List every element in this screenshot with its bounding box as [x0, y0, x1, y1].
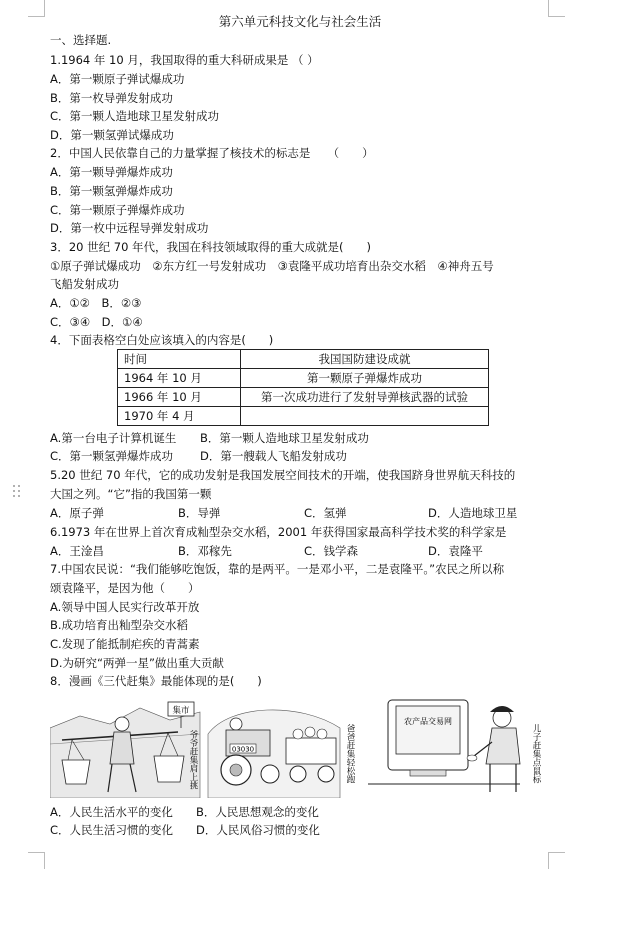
option: A.第一台电子计算机诞生: [50, 431, 177, 445]
option: C．氢弹: [304, 506, 347, 520]
option-line: A.领导中国人民实行改革开放: [50, 600, 200, 614]
comic-caption-son: 儿子赶集点鼠标: [531, 724, 541, 784]
question-line: 2．中国人民依靠自己的力量掌握了核技术的标志是 （ ）: [50, 146, 374, 160]
table-header-cell: 时间: [118, 350, 241, 369]
question-line: ①原子弹试爆成功 ②东方红一号发射成功 ③袁隆平成功培育出杂交水稻 ④神舟五号: [50, 259, 494, 273]
table-cell: 第一次成功进行了发射导弹核武器的试验: [241, 388, 489, 407]
question-line: 5.20 世纪 70 年代，它的成功发射是我国发展空间技术的开端，使我国跻身世界航天科技的: [50, 468, 516, 482]
table-cell: 第一颗原子弹爆炸成功: [241, 369, 489, 388]
question-line: 1.1964 年 10 月，我国取得的重大科研成果是 （ ）: [50, 53, 319, 67]
option: D．人造地球卫星: [428, 506, 518, 520]
question-line: 3．20 世纪 70 年代，我国在科技领域取得的重大成就是( ): [50, 240, 372, 254]
comic-panel-father: [208, 710, 340, 798]
option: C．人民生活习惯的变化: [50, 823, 174, 837]
table-cell: 1970 年 4 月: [118, 407, 241, 426]
question-line: 飞船发射成功: [50, 277, 119, 291]
table-row: [118, 369, 489, 388]
table-row: [118, 350, 489, 369]
option: D．人民风俗习惯的变化: [196, 823, 320, 837]
option-line: B．第一枚导弹发射成功: [50, 91, 173, 105]
option-line: C．③④ D．①④: [50, 315, 143, 329]
drag-handle-icon[interactable]: [12, 484, 22, 498]
comic-panel-grandfather: [50, 702, 200, 798]
comic-caption-father: 爸爸赶集轻松跑: [345, 724, 355, 784]
option-line: A．第一颗原子弹试爆成功: [50, 72, 185, 86]
option: D．第一艘载人飞船发射成功: [200, 449, 347, 463]
page-title: 第六单元科技文化与社会生活: [218, 14, 382, 29]
table-cell: 1966 年 10 月: [118, 388, 241, 407]
option: B．邓稼先: [178, 544, 232, 558]
comic-market-sign: 集市: [172, 706, 190, 716]
question-line: 6.1973 年在世界上首次育成籼型杂交水稻，2001 年获得国家最高科学技术奖的科学家是: [50, 525, 507, 539]
option: C．第一颗氢弹爆炸成功: [50, 449, 174, 463]
comic-three-generations: [50, 694, 548, 798]
table-cell: 1964 年 10 月: [118, 369, 241, 388]
option-line: C．第一颗人造地球卫星发射成功: [50, 109, 220, 123]
table-row: [118, 407, 489, 426]
table-row: [118, 388, 489, 407]
table-header-cell: 我国国防建设成就: [241, 350, 489, 369]
comic-caption-grandfather: 爷爷赶集肩上挑: [188, 730, 198, 790]
section-heading: 一、选择题.: [50, 33, 112, 47]
option-line: B.成功培育出籼型杂交水稻: [50, 618, 189, 632]
page-corner-mark: [548, 852, 565, 869]
comic-screen-text: 农产品交易网: [404, 717, 452, 726]
option-line: D.为研究“两弹一星”做出重大贡献: [50, 656, 224, 670]
option-line: C.发现了能抵制疟疾的青蒿素: [50, 637, 200, 651]
question-line: 4．下面表格空白处应该填入的内容是( ): [50, 333, 274, 347]
option: A．原子弹: [50, 506, 104, 520]
option: A．王淦昌: [50, 544, 104, 558]
option-line: D．第一枚中远程导弹发射成功: [50, 221, 209, 235]
option: B．人民思想观念的变化: [196, 805, 319, 819]
question-line: 8．漫画《三代赶集》最能体现的是( ): [50, 674, 262, 688]
option: C．钱学森: [304, 544, 359, 558]
option: D．袁隆平: [428, 544, 483, 558]
option: B．第一颗人造地球卫星发射成功: [200, 431, 369, 445]
option: B．导弹: [178, 506, 221, 520]
option: A．人民生活水平的变化: [50, 805, 173, 819]
question-line: 颂袁隆平，是因为他（ ）: [50, 581, 200, 595]
question-line: 大国之列。“它”指的我国第一颗: [50, 487, 212, 501]
page-corner-mark: [28, 852, 45, 869]
option-line: A．①② B．②③: [50, 296, 142, 310]
option-line: B．第一颗氢弹爆炸成功: [50, 184, 173, 198]
comic-panel-son: [368, 700, 520, 792]
table-cell-blank: [241, 407, 489, 426]
option-line: C．第一颗原子弹爆炸成功: [50, 203, 185, 217]
option-line: D．第一颗氢弹试爆成功: [50, 128, 174, 142]
question-line: 7.中国农民说：“我们能够吃饱饭，靠的是两平。一是邓小平，二是袁隆平。”农民之所以称: [50, 562, 505, 576]
comic-tractor-plate: 03030: [231, 745, 255, 754]
option-line: A．第一颗导弹爆炸成功: [50, 165, 173, 179]
defense-table: [117, 349, 489, 426]
